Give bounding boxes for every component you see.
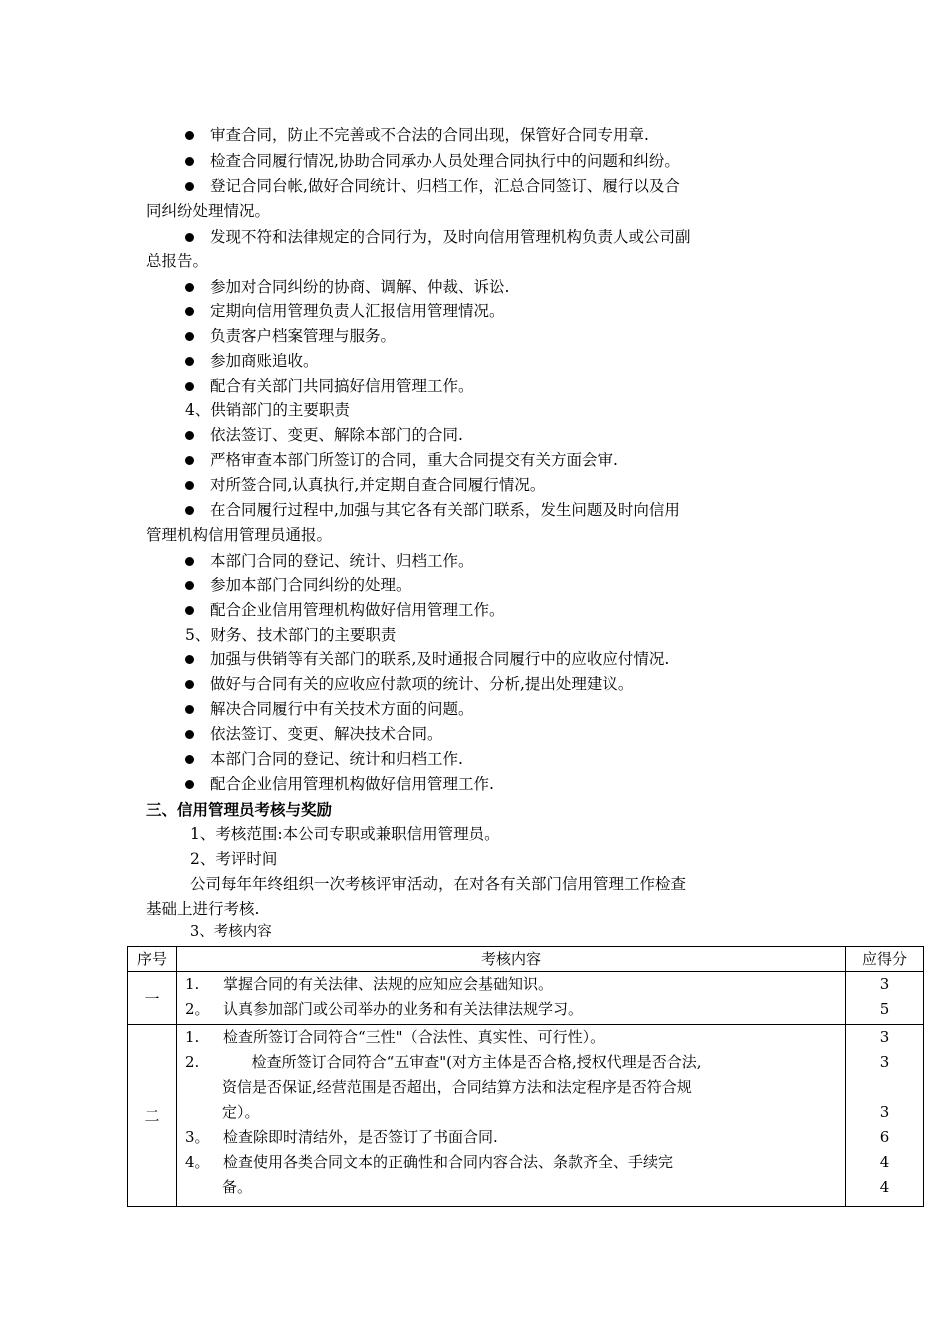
bullet-icon xyxy=(185,431,194,440)
bullet-icon xyxy=(185,283,194,292)
bullet-icon xyxy=(185,780,194,789)
bullet-item xyxy=(185,124,649,146)
line-text: 本部门合同的登记、统计、归档工作。 xyxy=(210,552,474,570)
bullet-icon xyxy=(185,705,194,714)
assessment-time-title: 2、考评时间 xyxy=(190,850,278,868)
item-text: 检查除即时清结外，是否签订了书面合同. xyxy=(223,1128,498,1146)
line-text: 负责客户档案管理与服务。 xyxy=(210,327,397,345)
bullet-icon xyxy=(185,557,194,566)
bullet-icon xyxy=(185,506,194,515)
assessment-item-line xyxy=(177,997,845,1022)
score-value xyxy=(846,1075,923,1100)
item-number: 2. xyxy=(185,1053,200,1071)
bullet-icon xyxy=(185,233,194,242)
item-text: 检查所签订合同符合“三性"（合法性、真实性、可行性）。 xyxy=(223,1028,606,1046)
bullet-item xyxy=(185,648,669,670)
bullet-item xyxy=(185,599,505,621)
subsection-title xyxy=(185,624,396,646)
assessment-time-text: 公司每年年终组织一次考核评审活动，在对各有关部门信用管理工作检查 xyxy=(190,875,687,893)
line-text: 本部门合同的登记、统计和归档工作. xyxy=(210,750,463,768)
item-text: 掌握合同的有关法律、法规的应知应会基础知识。 xyxy=(223,975,554,993)
line-text: 依法签订、变更、解决技术合同。 xyxy=(210,725,443,743)
assessment-item-line xyxy=(177,1075,845,1100)
assessment-item-line xyxy=(177,1050,845,1075)
assessment-item-line xyxy=(177,1125,845,1150)
score-value: 4 xyxy=(879,1178,890,1196)
bullet-item xyxy=(185,375,474,397)
line-text: 严格审查本部门所签订的合同，重大合同提交有关方面会审. xyxy=(210,451,618,469)
header-seq: 序号 xyxy=(128,947,177,972)
line-text: 同纠纷处理情况。 xyxy=(146,202,271,220)
bullet-icon xyxy=(185,680,194,689)
item-text: 资信是否保证,经营范围是否超出，合同结算方法和法定程序是否符合规 xyxy=(222,1078,692,1096)
line-text: 审查合同，防止不完善或不合法的合同出现，保管好合同专用章. xyxy=(210,126,649,144)
bullet-item xyxy=(185,550,474,572)
line-text: 参加对合同纠纷的协商、调解、仲裁、诉讼. xyxy=(210,278,510,296)
bullet-item xyxy=(185,773,494,795)
line-text: 配合企业信用管理机构做好信用管理工作。 xyxy=(210,601,505,619)
score-value: 4 xyxy=(879,1153,890,1171)
header-content: 考核内容 xyxy=(177,947,846,972)
bullet-item xyxy=(185,673,633,695)
paragraph-line xyxy=(146,200,270,222)
item-text: 检查使用各类合同文本的正确性和合同内容合法、条款齐全、手续完 xyxy=(223,1153,674,1171)
bullet-item xyxy=(185,449,618,471)
score-value: 3 xyxy=(879,1028,890,1046)
group-seq: 一 xyxy=(128,972,177,1025)
group-seq: 二 xyxy=(128,1025,177,1207)
bullet-item xyxy=(185,698,474,720)
line-text: 5、财务、技术部门的主要职责 xyxy=(185,626,397,644)
item-text: 备。 xyxy=(222,1178,253,1196)
group-items xyxy=(177,972,846,1025)
bullet-icon xyxy=(185,755,194,764)
bullet-icon xyxy=(185,606,194,615)
bullet-icon xyxy=(185,332,194,341)
bullet-item xyxy=(185,723,443,745)
table-row xyxy=(128,1025,924,1207)
line-text: 解决合同履行中有关技术方面的问题。 xyxy=(210,700,474,718)
line-text: 在合同履行过程中,加强与其它各有关部门联系，发生问题及时向信用 xyxy=(210,501,680,519)
group-scores xyxy=(846,1025,924,1207)
paragraph-line xyxy=(146,524,332,546)
line-text: 4、供销部门的主要职责 xyxy=(185,401,350,419)
line-text: 依法签订、变更、解除本部门的合同. xyxy=(210,426,463,444)
bullet-item xyxy=(185,300,505,322)
score-value: 3 xyxy=(879,975,890,993)
assessment-table xyxy=(127,946,924,1207)
score-value: 6 xyxy=(879,1128,890,1146)
item-text: 定）。 xyxy=(222,1103,260,1121)
item-number: 3。 xyxy=(185,1128,210,1146)
score-value: 3 xyxy=(879,1103,890,1121)
assessment-item-line xyxy=(177,972,845,997)
bullet-item xyxy=(185,325,396,347)
bullet-icon xyxy=(185,182,194,191)
bullet-icon xyxy=(185,157,194,166)
line-text: 参加商账追收。 xyxy=(210,352,319,370)
assessment-time-text-cont: 基础上进行考核. xyxy=(146,900,260,918)
bullet-item xyxy=(185,276,509,298)
header-score: 应得分 xyxy=(846,947,924,972)
bullet-item xyxy=(185,175,680,197)
line-text: 加强与供销等有关部门的联系,及时通报合同履行中的应收应付情况. xyxy=(210,650,670,668)
assessment-scope: 1、考核范围:本公司专职或兼职信用管理员。 xyxy=(190,825,500,843)
score-value: 3 xyxy=(879,1053,890,1071)
subsection-title xyxy=(185,399,350,421)
bullet-item xyxy=(185,226,691,248)
bullet-item xyxy=(185,499,680,521)
group-scores xyxy=(846,972,924,1025)
bullet-item xyxy=(185,150,680,172)
score-value: 5 xyxy=(879,1000,890,1018)
assessment-item-line xyxy=(177,1150,845,1175)
assessment-content-title: 3、考核内容 xyxy=(190,924,272,940)
bullet-item xyxy=(185,474,545,496)
bullet-icon xyxy=(185,382,194,391)
bullet-icon xyxy=(185,481,194,490)
bullet-icon xyxy=(185,131,194,140)
section-heading: 三、信用管理员考核与奖励 xyxy=(146,800,333,819)
item-number: 1. xyxy=(185,1028,200,1046)
table-row xyxy=(128,972,924,1025)
line-text: 配合有关部门共同搞好信用管理工作。 xyxy=(210,377,474,395)
line-text: 做好与合同有关的应收应付款项的统计、分析,提出处理建议。 xyxy=(210,675,634,693)
line-text: 参加本部门合同纠纷的处理。 xyxy=(210,576,412,594)
paragraph-line xyxy=(146,250,208,272)
line-text: 登记合同台帐,做好合同统计、归档工作，汇总合同签订、履行以及合 xyxy=(210,177,680,195)
line-text: 检查合同履行情况,协助合同承办人员处理合同执行中的问题和纠纷。 xyxy=(210,152,680,170)
item-text: 认真参加部门或公司举办的业务和有关法律法规学习。 xyxy=(223,1000,584,1018)
bullet-item xyxy=(185,574,412,596)
bullet-item xyxy=(185,748,463,770)
item-text: 检查所签订合同符合“五审查"(对方主体是否合格,授权代理是否合法, xyxy=(223,1053,702,1071)
line-text: 定期向信用管理负责人汇报信用管理情况。 xyxy=(210,302,505,320)
bullet-icon xyxy=(185,581,194,590)
assessment-item-line xyxy=(177,1175,845,1200)
group-items xyxy=(177,1025,846,1207)
bullet-icon xyxy=(185,655,194,664)
assessment-item-line xyxy=(177,1025,845,1050)
line-text: 发现不符和法律规定的合同行为，及时向信用管理机构负责人或公司副 xyxy=(210,228,691,246)
item-number: 4。 xyxy=(185,1153,210,1171)
table-header-row xyxy=(128,947,924,972)
item-number: 1. xyxy=(185,975,200,993)
bullet-icon xyxy=(185,730,194,739)
item-number: 2。 xyxy=(185,1000,210,1018)
line-text: 对所签合同,认真执行,并定期自查合同履行情况。 xyxy=(210,476,546,494)
bullet-icon xyxy=(185,357,194,366)
bullet-item xyxy=(185,424,463,446)
bullet-icon xyxy=(185,456,194,465)
line-text: 配合企业信用管理机构做好信用管理工作. xyxy=(210,775,494,793)
bullet-icon xyxy=(185,307,194,316)
assessment-item-line xyxy=(177,1100,845,1125)
line-text: 总报告。 xyxy=(146,252,209,270)
bullet-item xyxy=(185,350,319,372)
line-text: 管理机构信用管理员通报。 xyxy=(146,526,333,544)
